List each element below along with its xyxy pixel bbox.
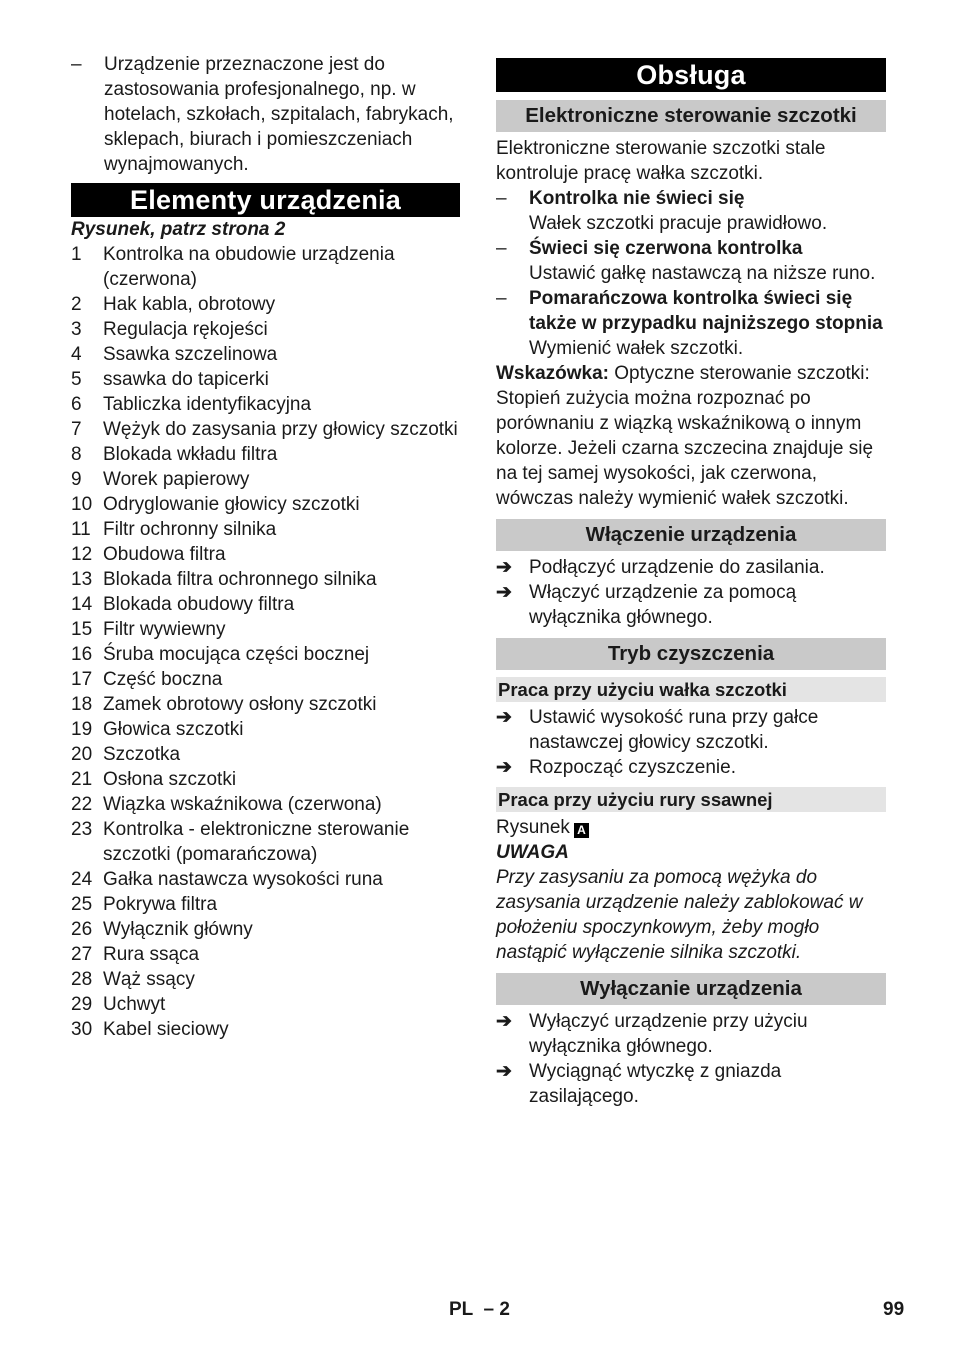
subsection-title-cleaning: Tryb czyszczenia [496,638,886,670]
brush-control-list [496,186,886,361]
part-number: 23 [71,819,93,840]
instruction-step [496,555,886,580]
part-list-item [71,742,460,767]
part-list-item [71,867,460,892]
part-list-item [71,342,460,367]
part-list-item [71,692,460,717]
part-number: 13 [71,569,93,590]
part-number: 19 [71,719,93,740]
brush-control-intro: Elektroniczne sterowanie szczotki stale kontroluje pracę wałka szczotki. [496,138,826,184]
indicator-state: Pomarańczowa kontrolka świeci się także w przypadku najniższego stopnia [529,288,883,334]
left-column [71,52,460,1042]
part-label: Pokrywa filtra [103,894,218,915]
part-list-item [71,942,460,967]
part-label: Uchwyt [103,994,166,1015]
section-title-operation: Obsługa [496,58,886,92]
part-list-item [71,1017,460,1042]
instruction-step [496,705,886,755]
step-text: Wyłączyć urządzenie przy użyciu wyłącznika głównego. [529,1011,808,1057]
note-label: Wskazówka: [496,363,609,384]
figure-label: Rysunek [496,817,570,838]
part-label: Szczotka [103,744,181,765]
part-number: 21 [71,769,93,790]
part-list-item [71,667,460,692]
intro-text: Urządzenie przeznaczone jest do zastosowania profesjonalnego, np. w hotelach, szkołach, szpitalach, fabrykach, sklepach, biurach i pomieszczeniach wynajmowanych. [104,54,454,175]
part-label: Osłona szczotki [103,769,237,790]
arrow-right-icon: ➔ [496,1011,512,1032]
switch-on-steps [496,555,886,630]
part-number: 29 [71,994,93,1015]
part-number: 1 [71,244,82,265]
part-label: Ssawka szczelinowa [103,344,278,365]
figure-ref-line [496,815,886,840]
subsection-title-switch-off: Wyłączanie urządzenia [496,973,886,1005]
indicator-state: Kontrolka nie świeci się [529,188,745,209]
part-label: Wiązka wskaźnikowa (czerwona) [103,794,382,815]
brush-control-item [496,286,886,361]
intro-paragraph [71,52,460,177]
part-list-item [71,317,460,342]
part-number: 15 [71,619,93,640]
subsection-title-tube: Praca przy użyciu rury ssawnej [496,787,886,812]
part-number: 4 [71,344,82,365]
part-list-item [71,792,460,817]
part-number: 6 [71,394,82,415]
part-label: Zamek obrotowy osłony szczotki [103,694,377,715]
footer-language-page: PL – 2 [449,1299,510,1320]
part-number: 2 [71,294,82,315]
part-label: Wąż ssący [103,969,195,990]
switch-off-steps [496,1009,886,1109]
step-text: Włączyć urządzenie za pomocą wyłącznika głównego. [529,582,797,628]
instruction-step [496,580,886,630]
part-list-item [71,467,460,492]
part-number: 16 [71,644,93,665]
part-label: Kontrolka - elektroniczne sterowanie szczotki (pomarańczowa) [103,819,410,865]
part-label: Blokada obudowy filtra [103,594,295,615]
part-label: ssawka do tapicerki [103,369,269,390]
part-list-item [71,542,460,567]
part-number: 3 [71,319,82,340]
part-list-item [71,817,460,867]
roller-steps [496,705,886,780]
part-number: 5 [71,369,82,390]
dash-marker: – [496,238,507,259]
part-number: 20 [71,744,93,765]
indicator-action: Wymienić wałek szczotki. [529,338,744,359]
subsection-title-brush-control: Elektroniczne sterowanie szczotki [496,100,886,132]
part-number: 18 [71,694,93,715]
part-number: 26 [71,919,93,940]
caution-text: Przy zasysaniu za pomocą wężyka do zasysania urządzenie należy zablokować w położeniu spoczynkowym, żeby mogło nastąpić wyłączenie silnika szczotki. [496,867,863,963]
part-label: Śruba mocująca części bocznej [103,644,370,665]
section-title-elements: Elementy urządzenia [71,183,460,217]
step-text: Rozpocząć czyszczenie. [529,757,736,778]
arrow-right-icon: ➔ [496,557,512,578]
arrow-right-icon: ➔ [496,707,512,728]
part-number: 22 [71,794,93,815]
part-label: Część boczna [103,669,223,690]
step-text: Ustawić wysokość runa przy gałce nastawczej głowicy szczotki. [529,707,819,753]
part-label: Tabliczka identyfikacyjna [103,394,312,415]
part-number: 7 [71,419,82,440]
step-text: Podłączyć urządzenie do zasilania. [529,557,825,578]
part-number: 30 [71,1019,93,1040]
indicator-action: Wałek szczotki pracuje prawidłowo. [529,213,828,234]
figure-letter-badge: A [574,823,589,838]
part-list-item [71,892,460,917]
part-number: 9 [71,469,82,490]
part-label: Hak kabla, obrotowy [103,294,276,315]
arrow-right-icon: ➔ [496,757,512,778]
figure-reference: Rysunek, patrz strona 2 [71,219,286,240]
footer-page-number: 99 [883,1299,905,1320]
part-number: 17 [71,669,93,690]
part-label: Filtr ochronny silnika [103,519,277,540]
part-list-item [71,292,460,317]
part-list-item [71,617,460,642]
part-list-item [71,392,460,417]
part-list-item [71,767,460,792]
part-number: 11 [71,519,91,540]
indicator-action: Ustawić gałkę nastawczą na niższe runo. [529,263,876,284]
part-label: Blokada filtra ochronnego silnika [103,569,377,590]
caution-label: UWAGA [496,842,569,863]
part-list-item [71,442,460,467]
part-number: 24 [71,869,93,890]
note-text: Optyczne sterowanie szczotki: Stopień zużycia można rozpoznać po porównaniu z wiązką wskaźnikową o innym kolorze. Jeżeli czarna szczecina znajduje się na tej samej wysokości, jak czerwona, wówczas należy wymienić wałek szczotki. [496,363,874,509]
part-list-item [71,242,460,292]
step-text: Wyciągnąć wtyczkę z gniazda zasilającego. [529,1061,782,1107]
part-number: 12 [71,544,93,565]
subsection-title-switch-on: Włączenie urządzenia [496,519,886,551]
part-list-item [71,492,460,517]
part-list-item [71,967,460,992]
part-list-item [71,717,460,742]
arrow-right-icon: ➔ [496,582,512,603]
part-list-item [71,367,460,392]
part-list-item [71,592,460,617]
part-label: Blokada wkładu filtra [103,444,278,465]
brush-control-item [496,186,886,236]
part-label: Wężyk do zasysania przy głowicy szczotki [103,419,458,440]
parts-list [71,242,460,1042]
part-list-item [71,917,460,942]
part-number: 25 [71,894,93,915]
part-list-item [71,417,460,442]
part-label: Odryglowanie głowicy szczotki [103,494,360,515]
arrow-right-icon: ➔ [496,1061,512,1082]
part-number: 14 [71,594,93,615]
part-label: Regulacja rękojeści [103,319,268,340]
part-label: Gałka nastawcza wysokości runa [103,869,383,890]
part-list-item [71,567,460,592]
part-label: Rura ssąca [103,944,200,965]
brush-control-item [496,236,886,286]
instruction-step [496,1059,886,1109]
part-list-item [71,642,460,667]
part-label: Kabel sieciowy [103,1019,229,1040]
part-label: Obudowa filtra [103,544,226,565]
part-label: Głowica szczotki [103,719,244,740]
dash-marker: – [71,54,82,75]
part-number: 10 [71,494,93,515]
part-label: Kontrolka na obudowie urządzenia (czerwona) [103,244,395,290]
right-column [496,58,886,1109]
subsection-title-roller: Praca przy użyciu wałka szczotki [496,677,886,702]
part-number: 27 [71,944,93,965]
dash-marker: – [496,288,507,309]
brush-control-note [496,361,886,511]
part-label: Filtr wywiewny [103,619,226,640]
part-number: 28 [71,969,93,990]
part-label: Worek papierowy [103,469,250,490]
part-list-item [71,992,460,1017]
dash-marker: – [496,188,507,209]
instruction-step [496,1009,886,1059]
part-label: Wyłącznik główny [103,919,253,940]
indicator-state: Świeci się czerwona kontrolka [529,238,803,259]
part-number: 8 [71,444,82,465]
instruction-step [496,755,886,780]
part-list-item [71,517,460,542]
